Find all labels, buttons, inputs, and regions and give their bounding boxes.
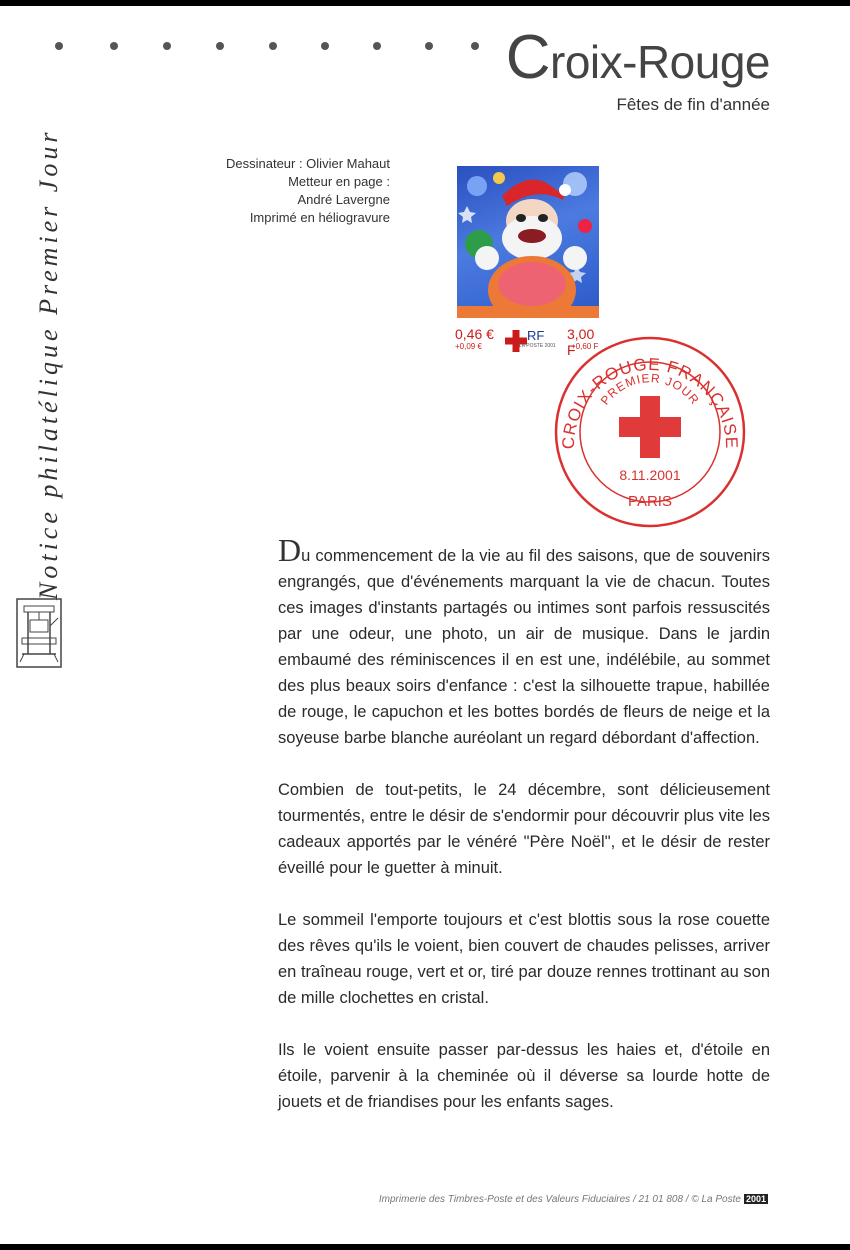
stamp-surcharge-franc: +0,60 F bbox=[571, 342, 599, 351]
postmark-date: 8.11.2001 bbox=[619, 467, 681, 483]
paragraph-1 bbox=[278, 532, 770, 751]
page-title bbox=[506, 22, 770, 93]
santa-illustration bbox=[457, 166, 599, 318]
stamp-surcharge-euro: +0,09 € bbox=[455, 342, 482, 351]
credits-block bbox=[160, 155, 390, 227]
side-title bbox=[14, 60, 63, 600]
title-initial: C bbox=[505, 23, 550, 92]
dot-row bbox=[55, 37, 495, 57]
stamp-country: RF bbox=[527, 328, 545, 343]
article-body bbox=[278, 532, 770, 1141]
page-subtitle: Fêtes de fin d'année bbox=[616, 95, 770, 114]
title-rest: roix-Rouge bbox=[550, 36, 770, 88]
stamp-value-franc: 3,00 F bbox=[567, 326, 595, 358]
footer-text: Imprimerie des Timbres-Poste et des Valeurs Fiduciaires / 21 01 808 / © La Poste bbox=[378, 1194, 741, 1205]
printing-press-icon bbox=[16, 598, 62, 668]
stamp-imprint: LA POSTE 2001 bbox=[519, 343, 556, 349]
postmark-inner-text: PREMIER JOUR bbox=[597, 371, 703, 408]
printing-method: Imprimé en héliogravure bbox=[249, 210, 390, 225]
stamp-illustration bbox=[457, 166, 599, 318]
postmark-city: PARIS bbox=[628, 493, 672, 510]
side-title-text: Notice philatélique Premier Jour bbox=[34, 128, 63, 600]
layout-name: André Lavergne bbox=[297, 192, 390, 207]
designer-credit: Dessinateur : Olivier Mahaut bbox=[225, 156, 390, 171]
postmark-cross-horizontal bbox=[619, 417, 681, 437]
layout-label: Metteur en page : bbox=[288, 174, 390, 189]
postmark bbox=[552, 334, 748, 530]
top-border bbox=[0, 0, 850, 6]
bottom-border bbox=[0, 1244, 850, 1250]
paragraph-2: Combien de tout-petits, le 24 décembre, sont délicieusement tourmentés, entre le désir de s'endormir pour découvrir plus vite les cadeaux apportés par le vénéré "Père Noël", et le désir de rester éveillé pour le guetter à minuit. bbox=[278, 781, 770, 877]
postmark-top-text: CROIX-ROUGE FRANÇAISE bbox=[558, 354, 742, 450]
drop-cap: D bbox=[278, 532, 302, 568]
paragraph-4: Ils le voient ensuite passer par-dessus les haies et, d'étoile en étoile, parvenir à la cheminée où il déverse sa lourde hotte de jouets et de friandises pour les enfants sages. bbox=[278, 1041, 770, 1111]
footer-year: 2001 bbox=[745, 1194, 766, 1204]
stamp-value-euro: 0,46 € bbox=[455, 326, 494, 342]
footer bbox=[379, 1194, 768, 1205]
paragraph-3: Le sommeil l'emporte toujours et c'est blottis sous la rose couette des rêves qu'ils le voient, bien couvert de chaudes pelisses, arriver en traîneau rouge, vert et or, tiré par douze rennes trottinant au son de mille clochettes en cristal. bbox=[278, 911, 770, 1007]
paragraph-1-text: u commencement de la vie au fil des saisons, que de souvenirs engrangés, que d'événements marquant la vie de chacun. Toutes ces images d'instants partagés ou intimes sont parfois ressuscités par une odeur, une photo, un air de musique. Dans le jardin embaumé des réminiscences il en est une, indélébile, au sommet des plus beaux soirs d'enfance : c'est la silhouette trapue, habillée de rouge, le capuchon et les bottes bordés de fleurs de neige et la soyeuse barbe blanche auréolant un regard débordant d'affection. bbox=[278, 547, 770, 747]
